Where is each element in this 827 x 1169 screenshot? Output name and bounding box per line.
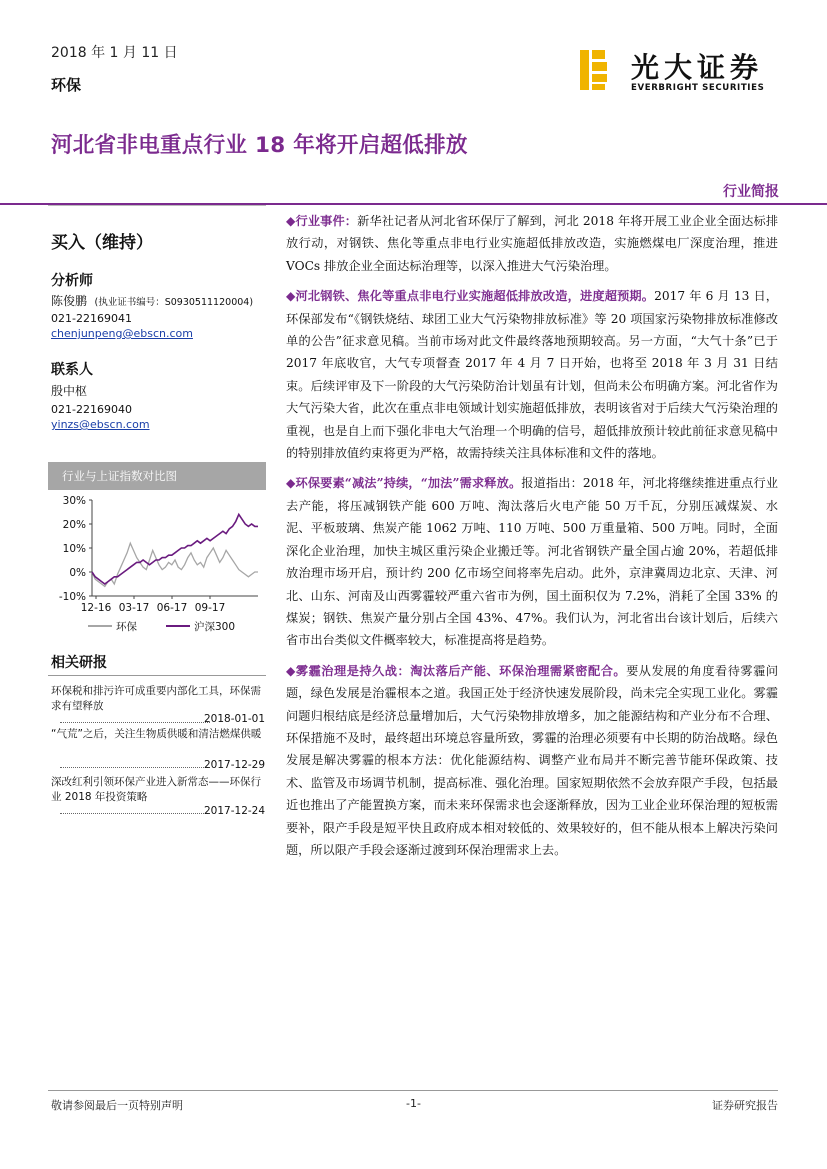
leader-dots — [60, 767, 210, 768]
comparison-chart — [48, 490, 266, 642]
y-tick-label: 10% — [62, 543, 86, 555]
related-report-date: 2018-01-01 — [204, 713, 266, 725]
series-line-1 — [92, 514, 258, 584]
chart-title: 行业与上证指数对比图 — [48, 462, 266, 490]
contact-email-link[interactable]: yinzs@ebscn.com — [51, 418, 150, 431]
sector-label: 环保 — [51, 76, 82, 94]
analyst-cert: (执业证书编号：S0930511120004) — [94, 297, 254, 308]
sidebar-divider — [48, 205, 266, 206]
main-content — [286, 210, 778, 869]
report-date: 2018 年 1 月 11 日 — [51, 45, 178, 61]
logo-cn-text: 光大证券 — [631, 51, 764, 84]
related-report-title[interactable]: 环保税和排污许可成重要内部化工具，环保需求有望释放 — [51, 685, 261, 712]
footer-disclaimer: 敬请参阅最后一页特别声明 — [51, 1099, 183, 1112]
footer-divider — [48, 1090, 778, 1091]
x-tick-label: 03-17 — [118, 602, 150, 614]
related-heading: 相关研报 — [51, 655, 107, 671]
related-divider — [48, 675, 266, 676]
paragraph-text: 要从发展的角度看待雾霾问题，绿色发展是治霾根本之道。我国正处于经济快速发展阶段，尚未完全实现工业化。雾霾问题归根结底是经济总量增加后，大气污染物排放增多，加之能源结构和产业分布不合理、环保措施不及时，最终超出环境总容量所致，雾霾的治理必须要有中长期的防治战略。绿色发展是解决雾霾的根本方法：优化能源结构、调整产业布局并不断完善节能环保政策、技术、监管及市场调节机制，提高标准、强化治理。国家短期依然不会放弃限产手段，包括最近也推出了产能置换方案，而未来环保需求也会逐渐释放，因为工业企业环保治理的短板需要补，限产手段是短平快且政府成本相对较低的、效果较好的，但不能从根本上解决污染问题，所以限产手段会逐渐过渡到环保治理需求上去。 — [286, 663, 779, 857]
leader-dots — [60, 813, 210, 814]
contact-heading: 联系人 — [51, 362, 93, 378]
x-tick-label: 12-16 — [80, 602, 112, 614]
y-tick-label: 20% — [62, 519, 86, 531]
contact-phone: 021-22169040 — [51, 403, 132, 416]
page-number: -1- — [406, 1097, 421, 1110]
contact-name: 殷中枢 — [51, 384, 88, 398]
paragraph — [286, 660, 778, 862]
paragraph-lead: ◆环保要素“减法”持续，“加法”需求释放。 — [286, 476, 522, 491]
footer-report-label: 证券研究报告 — [712, 1099, 778, 1112]
analyst-email-link[interactable]: chenjunpeng@ebscn.com — [51, 327, 193, 340]
related-report-date: 2017-12-24 — [204, 805, 266, 817]
y-tick-label: 30% — [62, 495, 86, 507]
paragraph-text: 新华社记者从河北省环保厅了解到，河北 2018 年将开展工业企业全面达标排放行动，对钢铁、焦化等重点非电行业实施超低排放改造，实施燃煤电厂深度治理，推进 VOCs 排放企业全面达标治理等，以深入推进大气污染治理。 — [286, 214, 779, 273]
logo-mark-icon — [580, 50, 607, 90]
paragraph-lead: ◆河北钢铁、焦化等重点非电行业实施超低排放改造，进度超预期。 — [286, 289, 655, 304]
related-report-title[interactable]: “气荒”之后，关注生物质供暖和清洁燃煤供暖 — [51, 728, 262, 740]
paragraph-lead: ◆雾霾治理是持久战：淘汰落后产能、环保治理需紧密配合。 — [286, 663, 627, 678]
legend-label: 沪深300 — [194, 621, 236, 633]
leader-dots — [60, 722, 210, 723]
related-report-date: 2017-12-29 — [204, 759, 266, 771]
analyst-heading: 分析师 — [51, 273, 93, 289]
x-tick-label: 09-17 — [194, 602, 226, 614]
paragraph-text: 报道指出：2018 年，河北将继续推进重点行业去产能，将压减钢铁产能 600 万吨、淘汰落后火电产能 50 万千瓦，分别压减煤炭、水泥、平板玻璃、焦炭产能 1062 万吨、110 万吨、500 万重量箱、500 万吨。同时，全面深化企业治理，加快主城区重污染企业搬迁等。河北省钢铁产量全国占逾 20%，若超低排放治理市场开启，预计约 200 亿市场空间将率先启动。此外，京津冀周边北京、天津、河北、山东、河南及山西雾霾较严重六省市为例，国土面积仅为 7.2%，消耗了全国 33% 的煤炭；钢铁、焦炭产量分别占全国 43%、47%。我们认为，河北省出台该计划后，后续六省市出台类似文件概率较大，标准提高将是趋势。 — [286, 476, 778, 648]
logo-en-text: EVERBRIGHT SECURITIES — [631, 83, 765, 93]
y-tick-label: -10% — [58, 591, 86, 603]
series-line-0 — [92, 543, 258, 586]
paragraph — [286, 285, 778, 464]
legend-label: 环保 — [116, 621, 137, 633]
related-report-title[interactable]: 深改红利引领环保产业进入新常态——环保行业 2018 年投资策略 — [51, 776, 261, 803]
x-tick-label: 06-17 — [156, 602, 188, 614]
rating: 买入（维持） — [51, 233, 153, 253]
report-title: 河北省非电重点行业 18 年将开启超低排放 — [51, 133, 468, 158]
analyst-phone: 021-22169041 — [51, 312, 132, 325]
report-type: 行业简报 — [723, 184, 779, 200]
paragraph — [286, 210, 778, 277]
paragraph-text: 2017 年 6 月 13 日，环保部发布“《钢铁烧结、球团工业大气污染物排放标准》等 20 项国家污染物排放标准修改单的公告”征求意见稿。当前市场对此文件最终落地预期较高。另一方面，“大气十条”已于 2017 年底收官，大气专项督查 2017 年 4 月 7 日开始，也将至 2018 年 3 月 31 日结束。后续评审及下一阶段的大气污染防治计划虽有计划，但尚未公布明确方案。河北省作为大气污染大省，此次在重点非电领域计划实施超低排放，表明该省对于后续大气污染治理的重视，也是自上而下强化非电大气治理一个明确的信号，超低排放预计较此前征求意见稿中的特别排放值约束将更为严格，故需持续关注具体标准和文件的落地。 — [286, 289, 778, 461]
analyst-name: 陈俊鹏 — [51, 294, 88, 308]
paragraph — [286, 472, 778, 651]
analyst-line — [51, 294, 253, 310]
paragraph-lead: ◆行业事件： — [286, 214, 358, 228]
y-tick-label: 0% — [69, 567, 86, 579]
